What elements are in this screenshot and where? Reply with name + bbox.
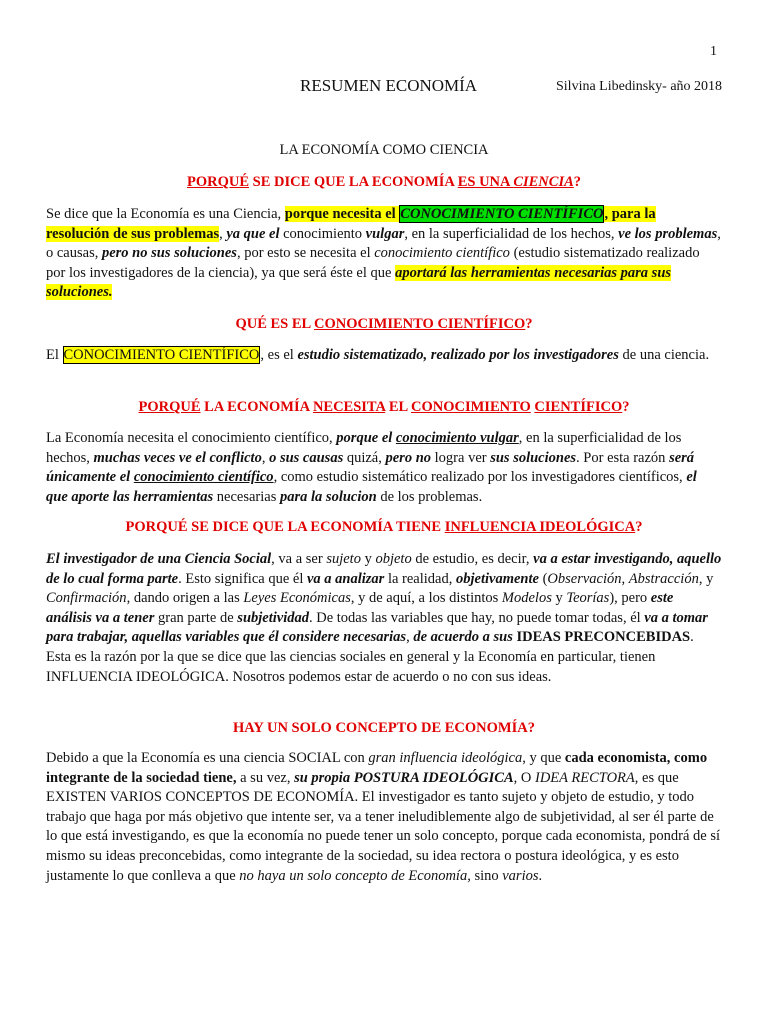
p4-emph: subjetividad bbox=[237, 609, 309, 626]
q2-part: CONOCIMIENTO CIENTÍFICO bbox=[314, 316, 526, 332]
paragraph-2 bbox=[46, 346, 722, 366]
q1-part: PORQUÉ bbox=[186, 174, 250, 190]
p5-text: , O bbox=[513, 769, 535, 786]
p4-emph: va a analizar bbox=[306, 570, 385, 587]
paragraph-3 bbox=[46, 429, 722, 507]
p4-text: , bbox=[406, 629, 414, 646]
p4-emph: Observación bbox=[547, 570, 622, 587]
p4-text: y bbox=[360, 551, 376, 567]
p3-emph: muchas veces ve el conflicto bbox=[93, 449, 262, 466]
p4-emph: de acuerdo a sus bbox=[413, 629, 513, 646]
question-heading-2 bbox=[46, 314, 722, 334]
p4-emph: Leyes Económicas bbox=[243, 590, 351, 607]
page-number: 1 bbox=[710, 44, 717, 59]
p5-emph: su propia POSTURA IDEOLÓGICA bbox=[294, 769, 514, 786]
p3-text: de los problemas. bbox=[376, 488, 483, 505]
p3-emph: para la solucion bbox=[280, 488, 377, 505]
paragraph-4 bbox=[46, 550, 722, 687]
paragraph-1 bbox=[46, 205, 722, 303]
p4-emph: El investigador de una Ciencia Social bbox=[46, 551, 272, 567]
q3-part: CIENTÍFICO bbox=[534, 399, 623, 415]
q1-part: ES UNA bbox=[457, 174, 514, 190]
p3-text: , como estudio sistemático realizado por los investigadores científicos, bbox=[273, 469, 687, 486]
p4-text: , dando origen a las bbox=[126, 590, 244, 607]
p4-text: la realidad, bbox=[384, 570, 456, 587]
p5-text: , sino bbox=[467, 867, 503, 884]
q4-part: PORQUÉ SE DICE QUE LA ECONOMÍA TIENE bbox=[125, 519, 445, 535]
p1-text: Se dice que la Economía es una Ciencia, bbox=[46, 206, 285, 222]
p4-text: . Esto significa que él bbox=[178, 570, 307, 587]
p3-text: necesarias bbox=[213, 488, 280, 505]
author-year: Silvina Libedinsky- año 2018 bbox=[556, 79, 723, 94]
p5-text: , y que bbox=[522, 750, 565, 766]
p4-text: ( bbox=[538, 570, 548, 587]
p4-emph: este análisis va a tener bbox=[46, 590, 674, 626]
p4-emph: Modelos bbox=[501, 590, 552, 607]
p1-emph: vulgar bbox=[365, 225, 405, 242]
p1-text: , o causas, bbox=[46, 225, 721, 262]
document-title: RESUMEN ECONOMÍA bbox=[300, 76, 478, 95]
p1-highlight: , para la resolución de sus problemas bbox=[46, 206, 656, 242]
q1-part: ? bbox=[573, 174, 582, 190]
q4-part: ? bbox=[635, 519, 643, 535]
q5-part: HAY UN SOLO CONCEPTO DE ECONOMÍA? bbox=[233, 720, 535, 736]
p5-text: a su vez, bbox=[236, 769, 295, 786]
p3-text: quizá, bbox=[343, 449, 386, 466]
p3-emph: conocimiento vulgar bbox=[395, 430, 519, 446]
p5-text: , es que EXISTEN VARIOS CONCEPTOS DE ECONOMÍA. El investigador es tanto sujeto y objeto de estudio, y todo trabajo que haga por más objetivo que intente ser, va a tener ineludiblemente algo de subjetividad, al ser él parte de lo que está investigando, es que la economía no puede tener un solo concepto, porque cada economista, pondrá de sí mismo su ideas preconcebidas, como integrante de la sociedad, su idea rectora o postura ideológica, y es esto justamente lo que conlleva a que bbox=[46, 769, 721, 884]
p1-emph: ya que el bbox=[226, 225, 280, 242]
p4-emph: Teorías bbox=[566, 590, 610, 607]
p2-boxed-term: CONOCIMIENTO CIENTÍFICO bbox=[63, 347, 260, 363]
p4-emph: sujeto bbox=[326, 551, 361, 567]
p4-bold: IDEAS PRECONCEBIDAS bbox=[512, 629, 691, 646]
p1-text: , bbox=[219, 225, 227, 242]
p1-highlight: aportará las herramientas necesarias para sus soluciones. bbox=[46, 264, 672, 301]
p1-text: , por esto se necesita el bbox=[236, 245, 375, 262]
p3-text: logra ver bbox=[431, 449, 491, 466]
p3-text: , bbox=[261, 449, 270, 466]
p2-text: de una ciencia. bbox=[618, 347, 710, 363]
q4-part: INFLUENCIA IDEOLÓGICA bbox=[444, 519, 636, 535]
p3-emph: o sus causas bbox=[269, 449, 344, 466]
q3-part: LA ECONOMÍA bbox=[200, 399, 313, 415]
p4-emph: objeto bbox=[375, 551, 412, 567]
p4-text: , y bbox=[698, 570, 714, 587]
q1-part: SE DICE QUE LA ECONOMÍA bbox=[249, 174, 458, 190]
q3-part: EL bbox=[385, 399, 411, 415]
p4-text: . Esta es la razón por la que se dice que las ciencias sociales en general y la Economía en particular, tienen INFLUENCIA IDEOLÓGICA. Nosotros podemos estar de acuerdo o no con sus ideas. bbox=[46, 629, 694, 685]
q3-part: CONOCIMIENTO bbox=[411, 399, 531, 415]
p5-emph: no haya un solo concepto de Economía bbox=[239, 867, 468, 884]
p4-emph: va a estar investigando, aquello de lo cual forma parte bbox=[46, 551, 722, 587]
p4-text: , bbox=[621, 570, 629, 587]
p4-text: gran parte de bbox=[154, 609, 238, 626]
p4-text: , va a ser bbox=[271, 551, 327, 567]
q3-part: ? bbox=[622, 399, 630, 415]
p3-emph: será únicamente el bbox=[46, 449, 695, 486]
p5-emph: varios bbox=[502, 867, 539, 884]
p1-text: conocimiento bbox=[279, 225, 366, 242]
p2-text: , es el bbox=[260, 347, 298, 363]
question-heading-5 bbox=[46, 718, 722, 738]
p3-emph: conocimiento científico bbox=[133, 469, 274, 486]
p5-emph: IDEA RECTORA bbox=[535, 769, 635, 786]
p2-emph: estudio sistematizado, realizado por los investigadores bbox=[297, 347, 619, 363]
p3-emph: pero no bbox=[385, 449, 432, 466]
q3-part: PORQUÉ bbox=[138, 399, 201, 415]
question-heading-4 bbox=[46, 517, 722, 537]
p4-emph: Abstracción bbox=[628, 570, 699, 587]
section-title: LA ECONOMÍA COMO CIENCIA bbox=[279, 142, 489, 158]
p2-text: El bbox=[46, 347, 63, 363]
p5-emph: gran influencia ideológica bbox=[368, 750, 523, 766]
p4-text: de estudio, es decir, bbox=[411, 551, 534, 567]
q1-part: CIENCIA bbox=[513, 174, 574, 190]
paragraph-5 bbox=[46, 749, 722, 886]
p4-text: y bbox=[551, 590, 567, 607]
p3-text: La Economía necesita el conocimiento científico, bbox=[46, 430, 337, 446]
p4-text: , y de aquí, a los distintos bbox=[350, 590, 502, 607]
q2-part: QUÉ ES EL bbox=[235, 316, 315, 332]
p4-emph: Confirmación bbox=[46, 590, 127, 607]
p4-emph: objetivamente bbox=[455, 570, 539, 587]
p1-emph: conocimiento científico bbox=[374, 245, 510, 262]
p1-text: , en la superficialidad de los hechos, bbox=[404, 225, 619, 242]
p1-boxed-term: CONOCIMIENTO CIENTÍFICO bbox=[400, 206, 604, 222]
q2-part: ? bbox=[525, 316, 533, 332]
p1-emph: ve los problemas bbox=[618, 225, 718, 242]
document-header bbox=[0, 76, 768, 100]
p4-text: . De todas las variables que hay, no puede tomar todas, él bbox=[309, 609, 645, 626]
p3-emph: sus soluciones bbox=[490, 449, 577, 466]
question-heading-1 bbox=[46, 172, 722, 192]
p5-text: . bbox=[538, 867, 543, 884]
p4-emph: va a tomar para trabajar, aquellas variables que él considere necesarias bbox=[46, 609, 708, 646]
q3-part: NECESITA bbox=[312, 399, 386, 415]
p5-bold: cada economista, como integrante de la sociedad tiene, bbox=[46, 750, 708, 786]
p1-text: (estudio sistematizado realizado por los investigadores de la ciencia), ya que será éste el que bbox=[46, 245, 700, 281]
p3-emph: el que aporte las herramientas bbox=[46, 469, 697, 505]
p1-emph: pero no sus soluciones bbox=[101, 245, 237, 262]
p5-text: Debido a que la Economía es una ciencia SOCIAL con bbox=[46, 750, 369, 766]
p1-highlight: porque necesita el bbox=[284, 206, 400, 222]
p3-emph: porque el bbox=[336, 430, 396, 446]
p3-text: . Por esta razón bbox=[576, 449, 670, 466]
p4-text: ), pero bbox=[609, 590, 651, 607]
p3-text: , en la superficialidad de los hechos, bbox=[46, 430, 682, 466]
question-heading-3 bbox=[46, 397, 722, 417]
